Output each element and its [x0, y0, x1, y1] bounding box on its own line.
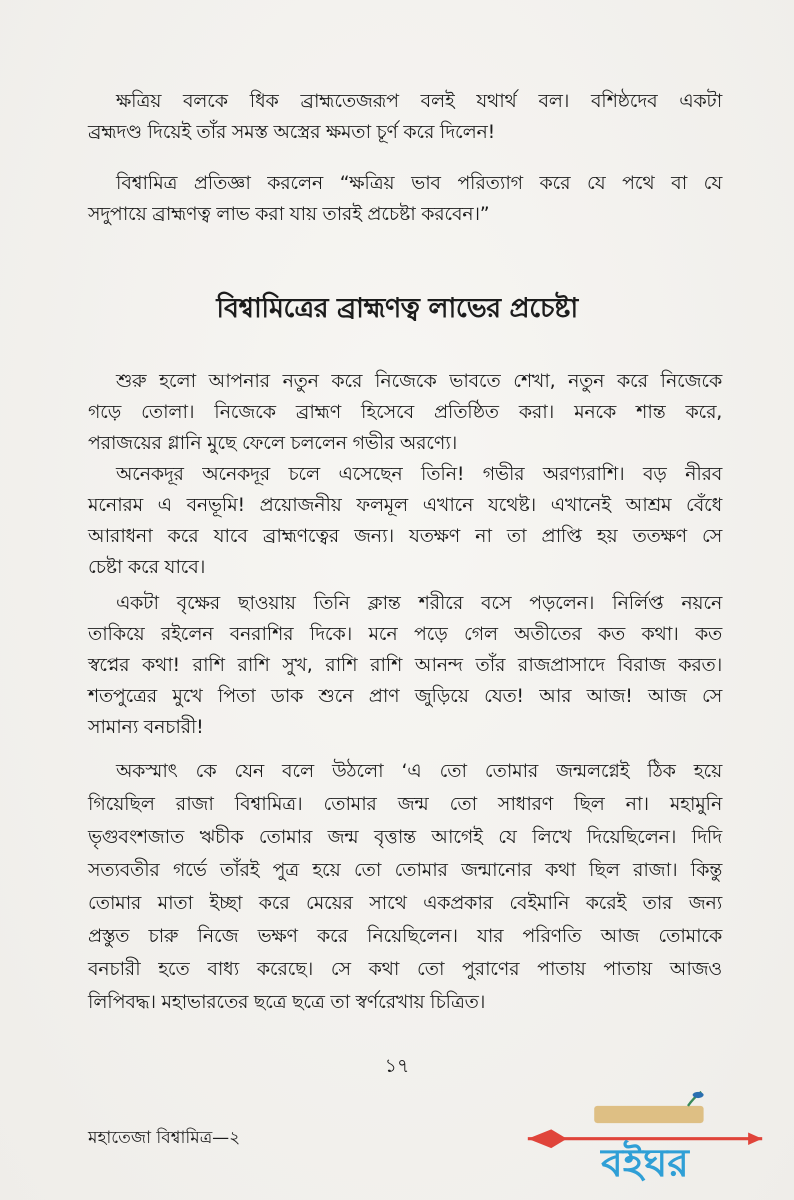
text-line: ভৃগুবংশজাত ঋচীক তোমার জন্ম বৃত্তান্ত আগেই যে লিখে দিয়েছিলেন। দিদি: [88, 826, 722, 848]
text-line: চেষ্টা করে যাবে।: [88, 556, 206, 578]
watermark-logo: [520, 1098, 770, 1188]
footer-book-title: মহাতেজা বিশ্বামিত্র—২: [88, 1128, 241, 1148]
text-line: সামান্য বনচারী!: [88, 716, 204, 738]
text-line: অনেকদূর অনেকদূর চলে এসেছেন তিনি! গভীর অরণ্যরাশি। বড় নীরব: [116, 463, 722, 485]
text-line: বিশ্বামিত্র প্রতিজ্ঞা করলেন “ক্ষত্রিয় ভাব পরিত্যাগ করে যে পথে বা যে: [116, 172, 722, 194]
feather-eye: [693, 1092, 704, 1098]
arrow-fletching-icon: [528, 1129, 567, 1148]
text-line: সত্যবতীর গর্ভে তাঁরই পুত্র হয়ে তো তোমার জন্মানোর কথা ছিল রাজা। কিন্তু: [88, 859, 722, 881]
arrow-head-icon: [748, 1132, 762, 1145]
paragraph-3: [88, 366, 722, 459]
paragraph-1: [88, 86, 722, 148]
text-line: তোমার মাতা ইচ্ছা করে মেয়ের সাথে একপ্রকার বেইমানি করেই তার জন্য: [88, 892, 722, 914]
text-line: আরাধনা করে যাবে ব্রাহ্মণত্বের জন্য। যতক্ষণ না তা প্রাপ্তি হয় ততক্ষণ সে: [88, 525, 722, 547]
feather-icon: [688, 1092, 701, 1106]
text-line: প্রস্তুত চারু নিজে ভক্ষণ করে নিয়েছিলেন। যার পরিণতি আজ তোমাকে: [88, 925, 722, 947]
text-line: শতপুত্রের মুখে পিতা ডাক শুনে প্রাণ জুড়িয়ে যেত! আর আজ! আজ সে: [88, 685, 722, 707]
watermark-scroll: [594, 1106, 703, 1123]
text-line: গিয়েছিল রাজা বিশ্বামিত্র। তোমার জন্ম তো সাধারণ ছিল না। মহামুনি: [88, 793, 722, 815]
watermark-text: বইঘর: [601, 1141, 689, 1187]
text-line: বনচারী হতে বাধ্য করেছে। সে কথা তো পুরাণের পাতায় পাতায় আজও: [88, 958, 722, 980]
text-line: পরাজয়ের গ্লানি মুছে ফেলে চললেন গভীর অরণ্যে।: [88, 432, 458, 454]
paragraph-4: [88, 459, 722, 583]
text-line: ক্ষত্রিয় বলকে ধিক ব্রাহ্মতেজরূপ বলই যথার্থ বল। বশিষ্ঠদেব একটা: [116, 90, 722, 112]
text-line: স্বপ্নের কথা! রাশি রাশি সুখ, রাশি রাশি আনন্দ তাঁর রাজপ্রাসাদে বিরাজ করত।: [88, 654, 722, 676]
text-line: গড়ে তোলা। নিজেকে ব্রাহ্মণ হিসেবে প্রতিষ্ঠিত করা। মনকে শান্ত করে,: [88, 401, 722, 423]
text-line: লিপিবদ্ধ। মহাভারতের ছত্রে ছত্রে তা স্বর্ণরেখায় চিত্রিত।: [88, 991, 486, 1013]
section-heading: বিশ্বামিত্রের ব্রাহ্মণত্ব লাভের প্রচেষ্টা: [216, 293, 578, 324]
paragraph-6: [88, 755, 722, 1019]
text-line: তাকিয়ে রইলেন বনরাশির দিকে। মনে পড়ে গেল অতীতের কত কথা। কত: [88, 623, 722, 645]
page-number: ১৭: [384, 1055, 410, 1077]
paragraph-5: [88, 588, 722, 743]
text-line: শুরু হলো আপনার নতুন করে নিজেকে ভাবতে শেখা, নতুন করে নিজেকে: [116, 370, 722, 392]
text-line: একটা বৃক্ষের ছাওয়ায় তিনি ক্লান্ত শরীরে বসে পড়লেন। নির্লিপ্ত নয়নে: [116, 592, 722, 614]
text-line: অকস্মাৎ কে যেন বলে উঠলো ‘এ তো তোমার জন্মলগ্নেই ঠিক হয়ে: [116, 760, 722, 782]
paragraph-2: [88, 168, 722, 230]
text-line: ব্রহ্মদণ্ড দিয়েই তাঁর সমস্ত অস্ত্রের ক্ষমতা চূর্ণ করে দিলেন!: [88, 121, 495, 143]
text-line: সদুপায়ে ব্রাহ্মণত্ব লাভ করা যায় তারই প্রচেষ্টা করবেন।”: [88, 203, 490, 225]
text-line: মনোরম এ বনভূমি! প্রয়োজনীয় ফলমূল এখানে যথেষ্ট। এখানেই আশ্রম বেঁধে: [88, 494, 722, 516]
